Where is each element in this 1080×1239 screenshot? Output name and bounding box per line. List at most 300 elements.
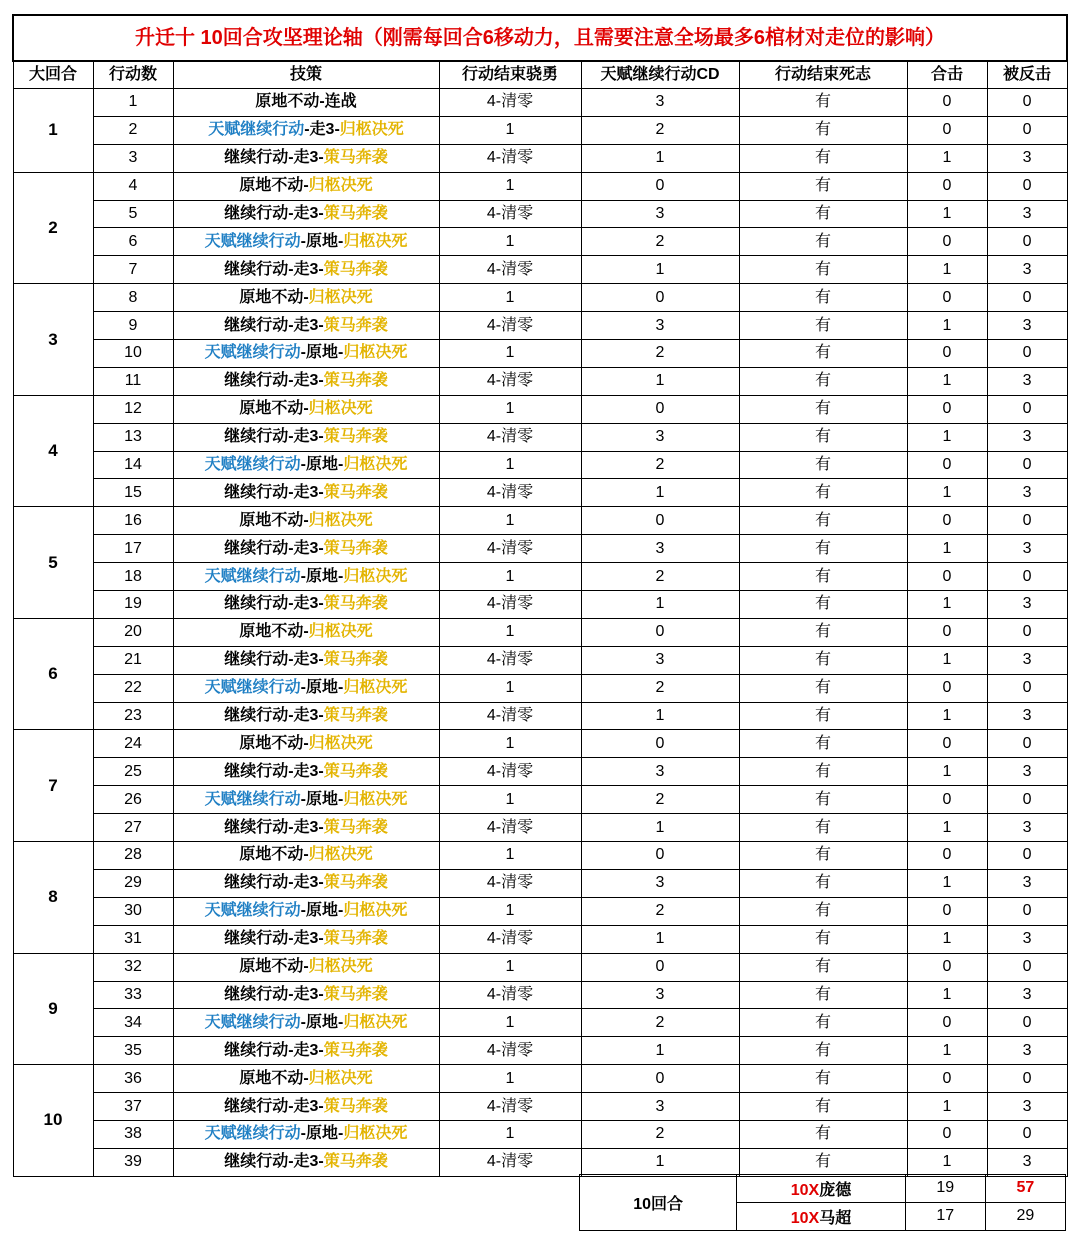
talent-cd-value: 3: [581, 981, 739, 1009]
talent-cd-value: 1: [581, 925, 739, 953]
skill-text: 策马奔袭: [323, 316, 388, 334]
death-will-value: 有: [739, 1148, 907, 1176]
action-number: 5: [93, 200, 173, 228]
death-will-value: 有: [739, 200, 907, 228]
strategy-text: 继续行动-走3-: [224, 762, 324, 780]
table-row: [13, 674, 1067, 702]
strategy-cell: [173, 591, 439, 619]
talent-cd-value: 0: [581, 395, 739, 423]
counter-value: 3: [987, 702, 1067, 730]
talent-cd-value: 0: [581, 730, 739, 758]
strategy-text: 原地不动-: [239, 1069, 309, 1087]
counter-value: 3: [987, 758, 1067, 786]
table-row: [13, 981, 1067, 1009]
action-number: 17: [93, 535, 173, 563]
combo-value: 0: [907, 618, 987, 646]
action-number: 33: [93, 981, 173, 1009]
strategy-text: 继续行动-走3-: [224, 707, 324, 725]
talent-cd-value: 0: [581, 284, 739, 312]
strategy-cell: [173, 674, 439, 702]
valor-value: 1: [439, 1065, 581, 1093]
strategy-cell: [173, 758, 439, 786]
skill-text: 归柩决死: [308, 400, 373, 418]
strategy-text: 继续行动-走3-: [224, 372, 324, 390]
header-counter: 被反击: [987, 61, 1067, 89]
counter-value: 3: [987, 646, 1067, 674]
strategy-text: 继续行动-走3-: [224, 260, 324, 278]
action-number: 8: [93, 284, 173, 312]
valor-value: 1: [439, 897, 581, 925]
counter-value: 3: [987, 591, 1067, 619]
skill-text: 策马奔袭: [323, 651, 388, 669]
action-number: 24: [93, 730, 173, 758]
strategy-cell: [173, 144, 439, 172]
strategy-text: -原地-: [300, 902, 344, 920]
summary-label: 10回合: [580, 1175, 737, 1231]
skill-text: 归柩决死: [343, 902, 408, 920]
skill-text: 策马奔袭: [323, 707, 388, 725]
round-number: 1: [13, 89, 93, 173]
summary-row: [580, 1175, 1066, 1203]
strategy-text: 继续行动-走3-: [224, 930, 324, 948]
strategy-text: 原地不动-: [239, 958, 309, 976]
strategy-text: 原地不动-: [239, 623, 309, 641]
table-row: [13, 563, 1067, 591]
valor-value: 4-清零: [439, 702, 581, 730]
combo-value: 0: [907, 563, 987, 591]
table-row: [13, 618, 1067, 646]
combo-value: 0: [907, 228, 987, 256]
round-number: 7: [13, 730, 93, 842]
header-valor: 行动结束骁勇: [439, 61, 581, 89]
strategy-text: 继续行动-走3-: [224, 316, 324, 334]
strategy-text: 原地不动-: [239, 288, 309, 306]
talent-cd-value: 2: [581, 1120, 739, 1148]
table-row: [13, 646, 1067, 674]
skill-text: 归柩决死: [343, 1125, 408, 1143]
strategy-cell: [173, 925, 439, 953]
summary-unit: [737, 1202, 905, 1230]
action-number: 39: [93, 1148, 173, 1176]
strategy-text: -原地-: [300, 232, 344, 250]
death-will-value: 有: [739, 423, 907, 451]
counter-value: 0: [987, 730, 1067, 758]
table-row: [13, 144, 1067, 172]
combo-value: 0: [907, 284, 987, 312]
talent-cd-value: 1: [581, 591, 739, 619]
strategy-cell: [173, 814, 439, 842]
strategy-cell: [173, 1120, 439, 1148]
counter-value: 0: [987, 395, 1067, 423]
counter-value: 0: [987, 1009, 1067, 1037]
talent-cd-value: 0: [581, 618, 739, 646]
table-row: [13, 925, 1067, 953]
strategy-text: -原地-: [300, 790, 344, 808]
valor-value: 1: [439, 116, 581, 144]
counter-value: 0: [987, 1065, 1067, 1093]
combo-value: 1: [907, 981, 987, 1009]
strategy-cell: [173, 116, 439, 144]
valor-value: 4-清零: [439, 312, 581, 340]
strategy-text: 继续行动-走3-: [224, 818, 324, 836]
valor-value: 4-清零: [439, 535, 581, 563]
talent-cd-value: 1: [581, 702, 739, 730]
counter-value: 0: [987, 89, 1067, 117]
combo-value: 0: [907, 116, 987, 144]
action-number: 18: [93, 563, 173, 591]
death-will-value: 有: [739, 646, 907, 674]
action-number: 13: [93, 423, 173, 451]
strategy-text: -原地-: [300, 1013, 344, 1031]
valor-value: 1: [439, 842, 581, 870]
talent-cd-value: 3: [581, 758, 739, 786]
combo-value: 0: [907, 897, 987, 925]
combo-value: 0: [907, 340, 987, 368]
combo-value: 1: [907, 423, 987, 451]
strategy-cell: [173, 451, 439, 479]
talent-cd-value: 1: [581, 1037, 739, 1065]
action-number: 2: [93, 116, 173, 144]
action-number: 30: [93, 897, 173, 925]
combo-value: 0: [907, 172, 987, 200]
death-will-value: 有: [739, 1120, 907, 1148]
action-number: 6: [93, 228, 173, 256]
strategy-cell: [173, 1148, 439, 1176]
skill-text: 策马奔袭: [323, 483, 388, 501]
action-number: 15: [93, 479, 173, 507]
action-number: 7: [93, 256, 173, 284]
action-number: 19: [93, 591, 173, 619]
table-row: [13, 897, 1067, 925]
table-row: [13, 814, 1067, 842]
skill-text: 策马奔袭: [323, 428, 388, 446]
strategy-cell: [173, 702, 439, 730]
valor-value: 1: [439, 340, 581, 368]
action-number: 4: [93, 172, 173, 200]
combo-value: 1: [907, 702, 987, 730]
skill-text: 归柩决死: [308, 734, 373, 752]
talent-text: 天赋继续行动: [204, 344, 301, 362]
strategy-text: 继续行动-走3-: [224, 595, 324, 613]
valor-value: 4-清零: [439, 423, 581, 451]
strategy-cell: [173, 535, 439, 563]
valor-value: 1: [439, 953, 581, 981]
valor-value: 4-清零: [439, 925, 581, 953]
combo-value: 1: [907, 925, 987, 953]
talent-cd-value: 2: [581, 563, 739, 591]
talent-cd-value: 0: [581, 507, 739, 535]
valor-value: 4-清零: [439, 814, 581, 842]
action-number: 28: [93, 842, 173, 870]
death-will-value: 有: [739, 367, 907, 395]
strategy-text: -原地-: [300, 1125, 344, 1143]
skill-text: 归柩决死: [343, 1013, 408, 1031]
strategy-text: 继续行动-走3-: [224, 483, 324, 501]
round-number: 2: [13, 172, 93, 284]
skill-text: 策马奔袭: [323, 930, 388, 948]
death-will-value: 有: [739, 1093, 907, 1121]
table-row: [13, 1120, 1067, 1148]
talent-cd-value: 3: [581, 535, 739, 563]
action-number: 26: [93, 786, 173, 814]
death-will-value: 有: [739, 284, 907, 312]
skill-text: 归柩决死: [343, 344, 408, 362]
death-will-value: 有: [739, 758, 907, 786]
combo-value: 1: [907, 479, 987, 507]
strategy-cell: [173, 618, 439, 646]
talent-cd-value: 0: [581, 172, 739, 200]
counter-value: 0: [987, 228, 1067, 256]
counter-value: 0: [987, 116, 1067, 144]
table-row: [13, 423, 1067, 451]
strategy-text: 继续行动-走3-: [224, 428, 324, 446]
strategy-text: 原地不动-: [239, 511, 309, 529]
counter-value: 3: [987, 1148, 1067, 1176]
table-row: [13, 200, 1067, 228]
talent-text: 天赋继续行动: [204, 902, 301, 920]
death-will-value: 有: [739, 172, 907, 200]
combo-value: 0: [907, 842, 987, 870]
header-death-will: 行动结束死志: [739, 61, 907, 89]
talent-cd-value: 1: [581, 144, 739, 172]
strategy-text: 继续行动-走3-: [224, 1097, 324, 1115]
skill-text: 归柩决死: [343, 232, 408, 250]
valor-value: 1: [439, 786, 581, 814]
table-row: [13, 591, 1067, 619]
skill-text: 归柩决死: [308, 511, 373, 529]
talent-cd-value: 3: [581, 646, 739, 674]
strategy-cell: [173, 228, 439, 256]
combo-value: 1: [907, 200, 987, 228]
valor-value: 1: [439, 507, 581, 535]
action-number: 34: [93, 1009, 173, 1037]
strategy-cell: [173, 842, 439, 870]
valor-value: 4-清零: [439, 869, 581, 897]
skill-text: 策马奔袭: [323, 149, 388, 167]
strategy-cell: [173, 869, 439, 897]
talent-cd-value: 3: [581, 423, 739, 451]
valor-value: 4-清零: [439, 591, 581, 619]
strategy-text: 继续行动-走3-: [224, 874, 324, 892]
strategy-cell: [173, 1093, 439, 1121]
valor-value: 1: [439, 228, 581, 256]
summary-combo: 17: [905, 1202, 985, 1230]
table-row: [13, 256, 1067, 284]
combo-value: 1: [907, 1148, 987, 1176]
table-row: [13, 1065, 1067, 1093]
strategy-cell: [173, 312, 439, 340]
summary-multiplier: 10X: [790, 1181, 820, 1199]
strategy-text: 原地不动-: [239, 734, 309, 752]
strategy-text: 原地不动-连战: [255, 93, 357, 111]
valor-value: 4-清零: [439, 144, 581, 172]
strategy-text: 继续行动-走3-: [224, 539, 324, 557]
header-strategy: 技策: [173, 61, 439, 89]
death-will-value: 有: [739, 395, 907, 423]
combo-value: 1: [907, 814, 987, 842]
counter-value: 0: [987, 953, 1067, 981]
death-will-value: 有: [739, 869, 907, 897]
counter-value: 3: [987, 869, 1067, 897]
action-number: 25: [93, 758, 173, 786]
counter-value: 0: [987, 618, 1067, 646]
death-will-value: 有: [739, 256, 907, 284]
summary-combo: 19: [905, 1175, 985, 1203]
counter-value: 3: [987, 200, 1067, 228]
skill-text: 归柩决死: [343, 567, 408, 585]
death-will-value: 有: [739, 1065, 907, 1093]
counter-value: 3: [987, 479, 1067, 507]
talent-cd-value: 1: [581, 1148, 739, 1176]
death-will-value: 有: [739, 730, 907, 758]
death-will-value: 有: [739, 228, 907, 256]
talent-text: 天赋继续行动: [204, 1125, 301, 1143]
strategy-cell: [173, 563, 439, 591]
strategy-cell: [173, 953, 439, 981]
strategy-table: [12, 14, 1068, 1177]
table-row: [13, 89, 1067, 117]
action-number: 35: [93, 1037, 173, 1065]
table-row: [13, 367, 1067, 395]
table-row: [13, 535, 1067, 563]
death-will-value: 有: [739, 507, 907, 535]
valor-value: 1: [439, 172, 581, 200]
counter-value: 3: [987, 535, 1067, 563]
combo-value: 0: [907, 1009, 987, 1037]
combo-value: 1: [907, 256, 987, 284]
counter-value: 3: [987, 312, 1067, 340]
summary-unit-name: 庞德: [819, 1181, 852, 1199]
death-will-value: 有: [739, 535, 907, 563]
counter-value: 3: [987, 981, 1067, 1009]
round-number: 10: [13, 1065, 93, 1177]
action-number: 23: [93, 702, 173, 730]
death-will-value: 有: [739, 116, 907, 144]
strategy-text: 继续行动-走3-: [224, 1041, 324, 1059]
action-number: 37: [93, 1093, 173, 1121]
skill-text: 策马奔袭: [323, 260, 388, 278]
talent-text: 天赋继续行动: [204, 1013, 301, 1031]
talent-cd-value: 1: [581, 256, 739, 284]
action-number: 32: [93, 953, 173, 981]
valor-value: 4-清零: [439, 256, 581, 284]
talent-text: 天赋继续行动: [204, 456, 301, 474]
skill-text: 归柩决死: [339, 121, 404, 139]
strategy-cell: [173, 256, 439, 284]
combo-value: 1: [907, 144, 987, 172]
counter-value: 3: [987, 814, 1067, 842]
summary-unit: [737, 1175, 905, 1203]
summary-multiplier: 10X: [790, 1209, 820, 1227]
talent-cd-value: 3: [581, 89, 739, 117]
counter-value: 3: [987, 1093, 1067, 1121]
strategy-cell: [173, 1037, 439, 1065]
combo-value: 1: [907, 535, 987, 563]
combo-value: 1: [907, 1093, 987, 1121]
counter-value: 0: [987, 507, 1067, 535]
header-talent-cd: 天赋继续行动CD: [581, 61, 739, 89]
skill-text: 策马奔袭: [323, 1153, 388, 1171]
counter-value: 0: [987, 172, 1067, 200]
strategy-cell: [173, 786, 439, 814]
table-title: 升迁十 10回合攻坚理论轴（刚需每回合6移动力，且需要注意全场最多6棺材对走位的影响）: [13, 15, 1067, 61]
death-will-value: 有: [739, 340, 907, 368]
death-will-value: 有: [739, 786, 907, 814]
strategy-text: 原地不动-: [239, 400, 309, 418]
talent-text: 天赋继续行动: [204, 232, 301, 250]
strategy-cell: [173, 1065, 439, 1093]
counter-value: 0: [987, 786, 1067, 814]
strategy-cell: [173, 897, 439, 925]
strategy-cell: [173, 730, 439, 758]
talent-text: 天赋继续行动: [204, 679, 301, 697]
combo-value: 0: [907, 953, 987, 981]
strategy-text: 继续行动-走3-: [224, 149, 324, 167]
round-number: 6: [13, 618, 93, 730]
round-number: 9: [13, 953, 93, 1065]
combo-value: 1: [907, 591, 987, 619]
table-row: [13, 312, 1067, 340]
counter-value: 3: [987, 925, 1067, 953]
strategy-cell: [173, 646, 439, 674]
strategy-cell: [173, 507, 439, 535]
table-row: [13, 1037, 1067, 1065]
valor-value: 1: [439, 618, 581, 646]
skill-text: 策马奔袭: [323, 539, 388, 557]
strategy-cell: [173, 479, 439, 507]
table-row: [13, 116, 1067, 144]
talent-cd-value: 3: [581, 869, 739, 897]
skill-text: 策马奔袭: [323, 874, 388, 892]
valor-value: 4-清零: [439, 200, 581, 228]
combo-value: 0: [907, 1065, 987, 1093]
skill-text: 策马奔袭: [323, 1097, 388, 1115]
talent-cd-value: 0: [581, 953, 739, 981]
action-number: 29: [93, 869, 173, 897]
counter-value: 0: [987, 451, 1067, 479]
counter-value: 0: [987, 842, 1067, 870]
strategy-cell: [173, 89, 439, 117]
valor-value: 1: [439, 395, 581, 423]
summary-counter: 57: [985, 1175, 1065, 1203]
talent-cd-value: 0: [581, 1065, 739, 1093]
skill-text: 策马奔袭: [323, 985, 388, 1003]
talent-cd-value: 2: [581, 786, 739, 814]
skill-text: 归柩决死: [343, 456, 408, 474]
valor-value: 1: [439, 674, 581, 702]
valor-value: 4-清零: [439, 758, 581, 786]
table-row: [13, 1009, 1067, 1037]
table-row: [13, 953, 1067, 981]
strategy-cell: [173, 1009, 439, 1037]
valor-value: 1: [439, 284, 581, 312]
skill-text: 归柩决死: [308, 623, 373, 641]
death-will-value: 有: [739, 618, 907, 646]
death-will-value: 有: [739, 925, 907, 953]
valor-value: 1: [439, 1120, 581, 1148]
counter-value: 0: [987, 1120, 1067, 1148]
strategy-text: -原地-: [300, 679, 344, 697]
talent-cd-value: 1: [581, 814, 739, 842]
valor-value: 4-清零: [439, 646, 581, 674]
skill-text: 策马奔袭: [323, 595, 388, 613]
table-row: [13, 479, 1067, 507]
action-number: 38: [93, 1120, 173, 1148]
death-will-value: 有: [739, 479, 907, 507]
talent-text: 天赋继续行动: [208, 121, 305, 139]
action-number: 9: [93, 312, 173, 340]
skill-text: 归柩决死: [343, 790, 408, 808]
